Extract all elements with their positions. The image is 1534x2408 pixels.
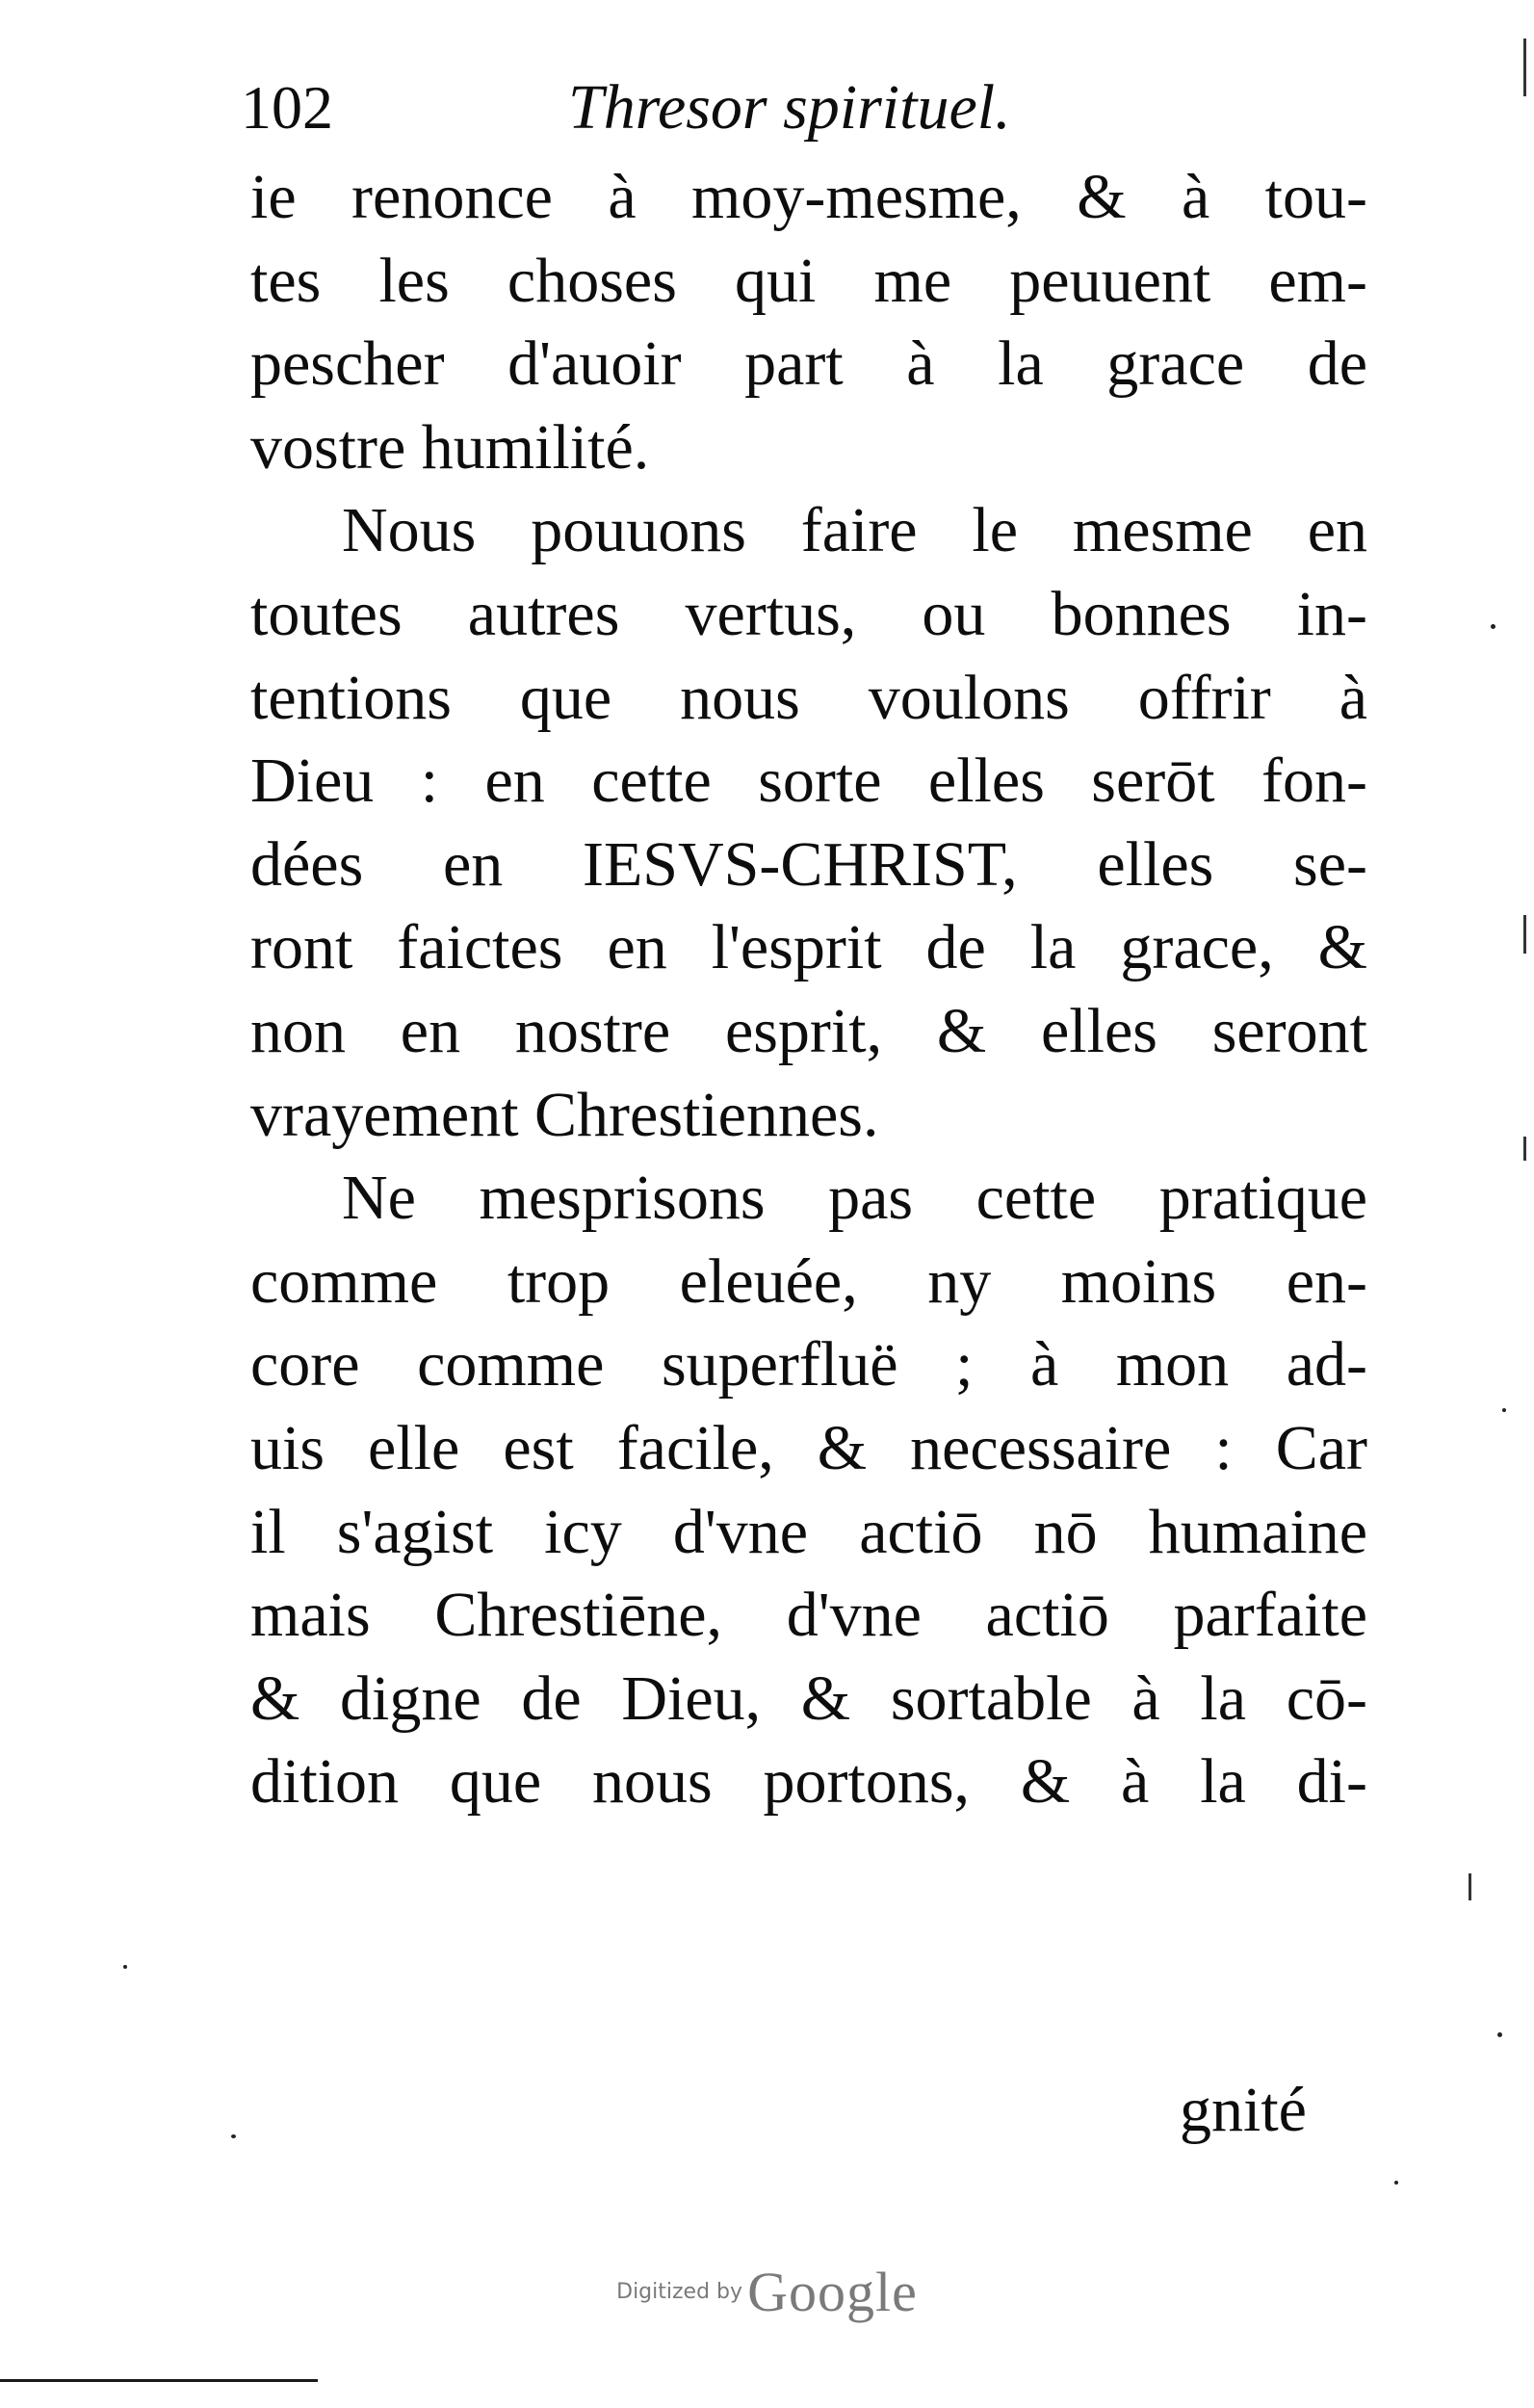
text-line: dées en IESVS-CHRIST, elles se- — [250, 828, 1367, 900]
catchword: gnité — [1180, 2075, 1307, 2145]
watermark-brand: Google — [747, 2261, 918, 2323]
text-line: il s'agist icy d'vne actiō nō humaine — [250, 1496, 1367, 1567]
scan-speck — [1502, 1408, 1506, 1412]
scan-speck — [1491, 624, 1495, 629]
text-line: mais Chrestiēne, d'vne actiō parfaite — [250, 1580, 1367, 1651]
text-line: tentions que nous voulons offrir à — [250, 662, 1367, 733]
text-line: dition que nous portons, & à la di- — [250, 1746, 1367, 1818]
text-line: toutes autres vertus, ou bonnes in- — [250, 578, 1367, 649]
text-line: & digne de Dieu, & sortable à la cō- — [250, 1662, 1367, 1734]
watermark-prefix: Digitized by — [616, 2280, 743, 2304]
text-line: comme trop eleuée, ny moins en- — [250, 1245, 1367, 1317]
scan-speck — [1497, 2032, 1502, 2037]
page-number: 102 — [241, 73, 333, 142]
scan-edge-rule — [0, 2379, 318, 2382]
scan-speck — [231, 2134, 236, 2138]
text-line: vostre humilité. — [250, 411, 650, 483]
edge-mark — [1523, 39, 1526, 96]
edge-mark — [1523, 915, 1526, 954]
page-header — [241, 60, 1107, 156]
running-title: Thresor spirituel. — [568, 72, 1011, 143]
paragraph-start-line: Ne mesprisons pas cette pratique — [342, 1163, 1367, 1234]
edge-mark — [1523, 1137, 1526, 1161]
text-line: Dieu : en cette sorte elles serōt fon- — [250, 746, 1367, 817]
text-line: uis elle est facile, & necessaire : Car — [250, 1412, 1367, 1483]
text-line: pescher d'auoir part à la grace de — [250, 328, 1367, 400]
scan-speck — [123, 1965, 127, 1969]
text-line: non en nostre esprit, & elles seront — [250, 995, 1367, 1066]
digitization-watermark — [0, 2260, 1534, 2324]
paragraph-start-line: Nous pouuons faire le mesme en — [342, 495, 1367, 566]
text-line: ront faictes en l'esprit de la grace, & — [250, 912, 1367, 983]
edge-mark — [1469, 1873, 1471, 1900]
text-line: core comme superfluë ; à mon ad- — [250, 1329, 1367, 1400]
body-text — [250, 156, 1367, 1824]
text-line: ie renonce à moy-mesme, & à tou- — [250, 162, 1367, 232]
text-line: vrayement Chrestiennes. — [250, 1079, 879, 1150]
scan-speck — [1394, 2181, 1398, 2185]
text-line: tes les choses qui me peuuent em- — [250, 245, 1367, 316]
